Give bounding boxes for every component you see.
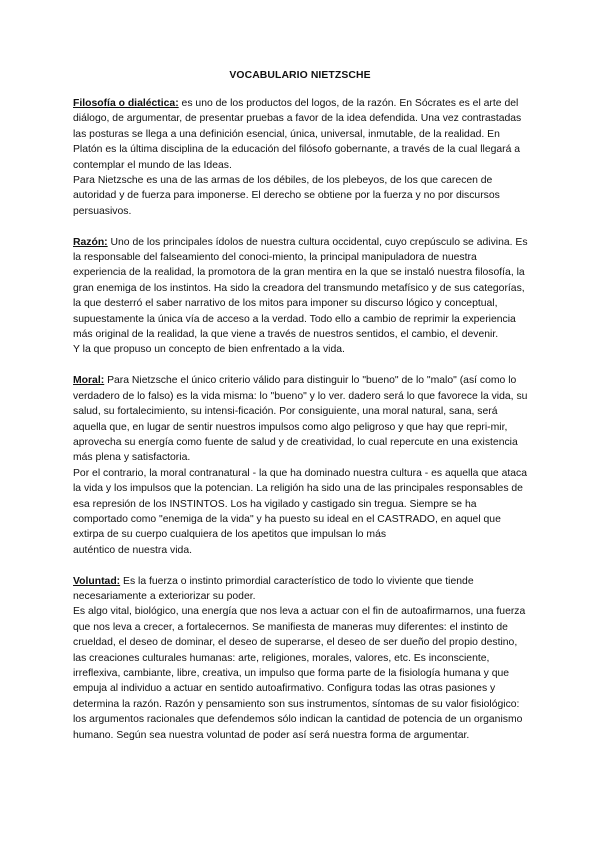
section-filosofia [73, 96, 528, 219]
paragraph: Por el contrario, la moral contranatural - la que ha dominado nuestra cultura - es aquella que ataca la vida y los impulsos que la potencian. La religión ha sido una de las principales responsables de esa represión de los INSTINTOS. Los ha vigilado y castigado sin tregua. Siempre se ha comportado como "enemiga de la vida" y ha puesto su ideal en el CASTRADO, en aquel que extirpa de su cuerpo cualquiera de los apetitos que impulsan lo más [73, 467, 527, 541]
paragraph: Para Nietzsche es una de las armas de los débiles, de los plebeyos, de los que carecen de autoridad y de fuerza para imponerse. El derecho se obtiene por la fuerza y no por discursos persuasivos. [73, 175, 500, 217]
section-voluntad [73, 574, 528, 743]
term-heading: Filosofía o dialéctica: [73, 98, 179, 109]
paragraph: Y la que propuso un concepto de bien enfrentado a la vida. [73, 344, 345, 356]
paragraph-text: es uno de los productos del logos, de la razón. En Sócrates es el arte del diálogo, de argumentar, de presentar pruebas a favor de la idea defendida. Una vez contrastadas las posturas se llega a una definición esencial, única, universal, inmutable, de la realidad. En Platón es la última disciplina de la educación del filósofo gobernante, a través de la cual llegará a contemplar el mundo de las Ideas. [73, 98, 522, 171]
term-heading: Razón: [73, 236, 108, 248]
paragraph-text: Uno de los principales ídolos de nuestra cultura occidental, cuyo crepúsculo se adivina. Es la responsable del falseamiento del conoci-miento, la principal manipuladora de nuestra experiencia de la realidad, la promotora de la gran mentira en la que se instaló nuestra filosofía, la gran enemiga de los instintos. Ha sido la creadora del transmundo metafísico y de sus categorías, la que desterró el saber narrativo de los mitos para imponer su discurso lógico y conceptual, supuestamente la única vía de acceso a la verdad. Todo ello a cambio de reprimir la experiencia más original de la realidad, la que viene a través de nuestros sentidos, el cambio, el devenir. [73, 236, 528, 341]
document-body [73, 96, 528, 758]
section-razon [73, 235, 528, 358]
section-moral [73, 373, 528, 558]
term-heading: Voluntad: [73, 575, 121, 587]
paragraph-text: Es la fuerza o instinto primordial característico de todo lo viviente que tiende necesariamente a exteriorizar su poder. [73, 575, 474, 602]
paragraph [73, 574, 528, 605]
document-title: VOCABULARIO NIETZSCHE [229, 70, 371, 81]
paragraph: auténtico de nuestra vida. [73, 544, 192, 556]
paragraph [73, 235, 528, 343]
paragraph [73, 96, 528, 173]
paragraph [73, 373, 528, 465]
paragraph-text: Para Nietzsche el único criterio válido para distinguir lo "bueno" de lo "malo" (así como lo verdadero de lo falso) es la vida misma: lo "bueno" y lo ver. dadero será lo que favorece la vida, su salud, su fortalecimiento, su intensi-ficación. Por consiguiente, una moral natural, sana, será aquella que, en lugar de sentir nuestros impulsos como algo peligroso y que hay que repri-mir, aprovecha su energía como fuente de salud y de creatividad, lo cual repercute en una existencia más plena y satisfactoria. [73, 375, 528, 464]
paragraph: Es algo vital, biológico, una energía que nos leva a actuar con el fin de autoafirmarnos, una fuerza que nos leva a crecer, a fortalecernos. Se manifiesta de maneras muy diferentes: el instinto de crueldad, el deseo de dominar, el deseo de superarse, el deseo de ser dueño del propio destino, las creaciones culturales humanas: arte, religiones, morales, valores, etc. Es inconsciente, irreflexiva, cambiante, libre, creativa, un impulso que forma parte de la fisiología humana y que empuja al individuo a actuar en sentido autoafirmativo. Configura todas las otras pasiones y determina la razón. Razón y pensamiento son sus instrumentos, síntomas de su valor fisiológico: los argumentos racionales que defendemos sólo indican la cantidad de potencia de un organismo humano. Según sea nuestra voluntad de poder así será nuestra forma de argumentar. [73, 606, 526, 741]
term-heading: Moral: [73, 375, 105, 387]
